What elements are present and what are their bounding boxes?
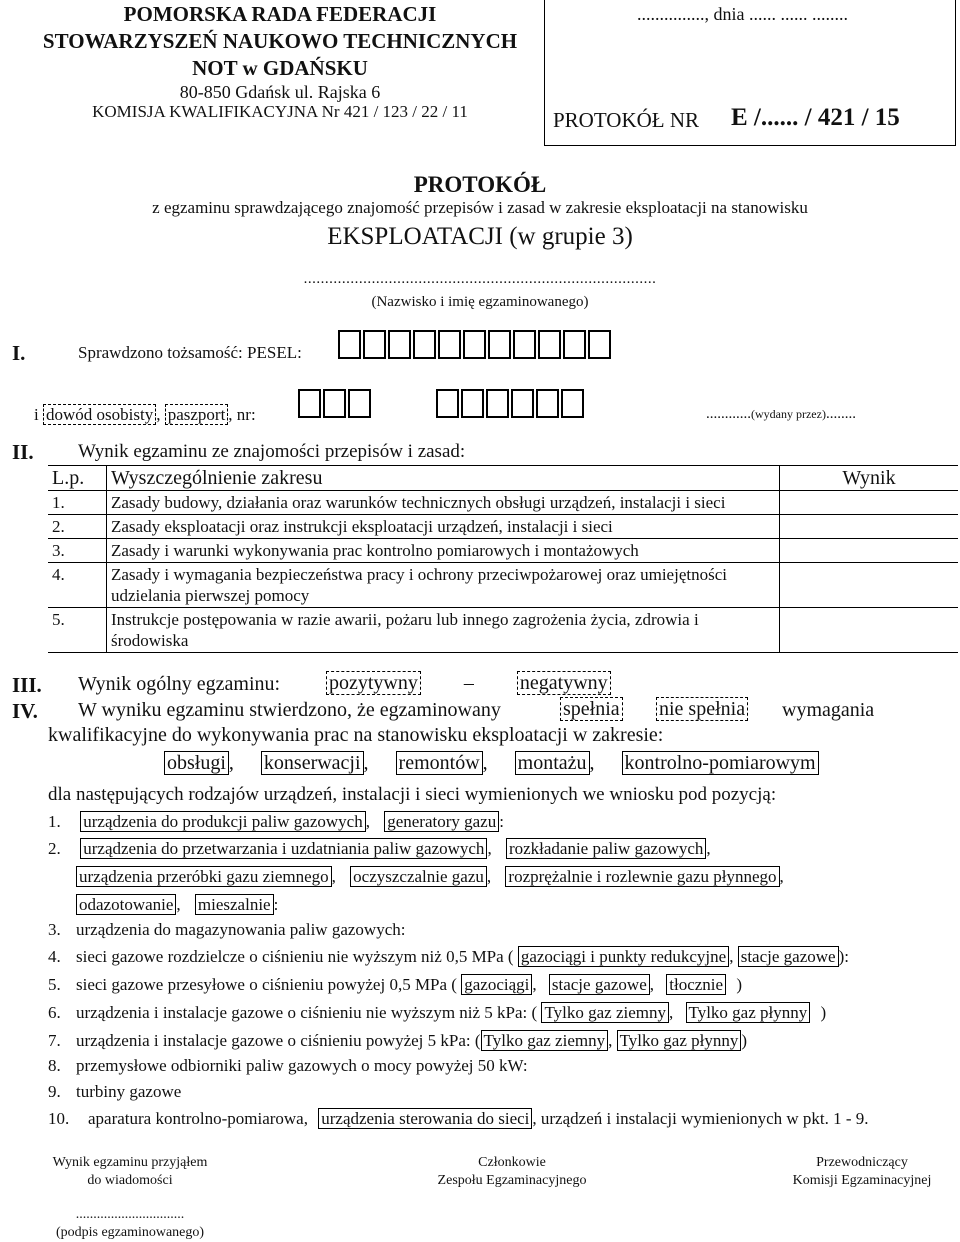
examinee-signature-line[interactable] — [10, 1206, 250, 1242]
list-item-7: 7. urządzenia i instalacje gazowe o ciśnieniu powyżej 5 kPa: ( Tylko gaz ziemny , Tylko gaz płynny ) — [48, 1031, 748, 1050]
item-text: urządzenia do magazynowania paliw gazowych: — [76, 920, 406, 939]
list-item-1: 1. urządzenia do produkcji paliw gazowych , generatory gazu : — [48, 812, 504, 831]
negative-option[interactable]: negatywny — [517, 671, 611, 695]
option-transmission-pipelines[interactable]: gazociągi — [461, 974, 532, 995]
document-number-boxes[interactable] — [436, 389, 586, 418]
signature-label: Zespołu Egzaminacyjnego — [437, 1173, 587, 1188]
date-line: ..............., dnia ...... ...... ........ — [637, 4, 848, 24]
result-cell[interactable] — [780, 563, 959, 608]
list-item-6: 6. urządzenia i instalacje gazowe o ciśnieniu nie wyższym niż 5 kPa: ( Tylko gaz ziemny , Tylko gaz płynny ) — [48, 1003, 827, 1022]
signature-label: Przewodniczący — [816, 1155, 908, 1170]
list-item-5: 5. sieci gazowe przesyłowe o ciśnieniu powyżej 0,5 MPa ( gazociągi , stacje gazowe , tłocznie ) — [48, 975, 742, 994]
table-row — [48, 563, 958, 608]
result-cell[interactable] — [780, 539, 959, 563]
section-2-number: II. — [12, 440, 34, 464]
issued-by-field[interactable] — [706, 406, 856, 423]
org-name-line3: NOT w GDAŃSKU — [192, 56, 368, 80]
pesel-digit-box[interactable] — [338, 330, 361, 359]
option-transmission-stations[interactable]: stacje gazowe — [549, 974, 650, 995]
org-address: 80-850 Gdańsk ul. Rajska 6 — [179, 82, 381, 102]
not-meets-option[interactable]: nie spełnia — [656, 697, 748, 721]
option-natural-gas-only-high[interactable]: Tylko gaz ziemny — [481, 1030, 609, 1051]
item-text: sieci gazowe rozdzielcze o ciśnieniu nie wyższym niż 0,5 MPa ( — [76, 947, 514, 966]
item-number: 10. — [48, 1109, 70, 1128]
signature-label: Członkowie — [478, 1155, 546, 1170]
identity-label: Sprawdzono tożsamość: PESEL: — [78, 343, 302, 362]
document-number-box[interactable] — [436, 389, 459, 418]
document-series-box[interactable] — [323, 389, 346, 418]
option-lpg-only-low[interactable]: Tylko gaz płynny — [686, 1002, 811, 1023]
option-pipelines-reduction[interactable]: gazociągi i punkty redukcyjne — [518, 946, 729, 967]
list-item-8 — [48, 1056, 528, 1076]
pesel-digit-box[interactable] — [513, 330, 536, 359]
list-item-9 — [48, 1082, 181, 1102]
pesel-digit-box[interactable] — [463, 330, 486, 359]
meets-option-wrap — [560, 697, 623, 721]
passport-option[interactable]: paszport — [165, 404, 229, 425]
document-number-box[interactable] — [461, 389, 484, 418]
protocol-number-box — [544, 0, 956, 146]
result-cell[interactable] — [780, 515, 959, 539]
id-card-option[interactable]: dowód osobisty — [43, 404, 156, 425]
item-number: 9. — [48, 1082, 61, 1101]
option-gas-production[interactable]: urządzenia do produkcji paliw gazowych — [80, 811, 365, 832]
option-gas-purification[interactable]: oczyszczalnie gazu — [350, 866, 487, 887]
meets-option[interactable]: spełnia — [560, 697, 623, 721]
pesel-digit-box[interactable] — [363, 330, 386, 359]
list-item-10 — [48, 1108, 869, 1129]
name-caption: (Nazwisko i imię egzaminowanego) — [371, 294, 589, 310]
section-1-number: I. — [12, 341, 26, 365]
pesel-digit-box[interactable] — [563, 330, 586, 359]
table-header-row — [48, 466, 958, 491]
dash-separator: – — [463, 672, 474, 694]
pesel-digit-box[interactable] — [388, 330, 411, 359]
issued-dots: ............ — [706, 406, 751, 422]
scope-option-maintenance[interactable]: konserwacji — [261, 751, 364, 775]
overall-result-label: Wynik ogólny egzaminu: — [78, 673, 281, 695]
number-label: , nr: — [228, 405, 256, 424]
scope-option-repairs[interactable]: remontów — [396, 751, 483, 775]
document-type-line — [34, 404, 256, 425]
option-compressor-stations[interactable]: tłocznie — [666, 974, 726, 995]
item-end: , urządzeń i instalacji wymienionych w pkt. 1 - 9. — [532, 1109, 869, 1128]
pesel-digit-box[interactable] — [538, 330, 561, 359]
issued-dots: ........ — [825, 406, 856, 422]
row-scope: Instrukcje postępowania w razie awarii, pożaru lub innego zagrożenia życia, zdrowia i środowiska — [107, 608, 780, 653]
item-number: 3. — [48, 920, 61, 939]
document-number-box[interactable] — [511, 389, 534, 418]
option-network-control[interactable]: urządzenia sterowania do sieci — [318, 1108, 532, 1129]
item-number: 1. — [48, 812, 61, 831]
pesel-digit-box[interactable] — [413, 330, 436, 359]
signature-label: Komisji Egzaminacyjnej — [792, 1173, 932, 1188]
table-row — [48, 515, 958, 539]
item-number: 6. — [48, 1003, 61, 1022]
column-header-scope: Wyszczególnienie zakresu — [107, 466, 780, 491]
pesel-digit-box[interactable] — [588, 330, 611, 359]
not-meets-option-wrap — [656, 697, 748, 721]
position-title: EKSPLOATACJI (w grupie 3) — [327, 223, 633, 250]
pesel-digit-box[interactable] — [488, 330, 511, 359]
item-end: ) — [736, 975, 742, 994]
row-number: 5. — [48, 608, 107, 653]
document-title: PROTOKÓŁ — [413, 172, 547, 197]
scope-option-operation[interactable]: obsługi — [164, 751, 229, 775]
document-number-box[interactable] — [536, 389, 559, 418]
item-end: ) — [820, 1003, 827, 1022]
signature-chairman — [742, 1154, 960, 1190]
item-end: ): — [838, 947, 849, 966]
requirements-word: wymagania — [782, 699, 875, 721]
option-denitrification[interactable]: odazotowanie — [76, 894, 176, 915]
issued-by-caption: (wydany przez) — [751, 407, 826, 421]
document-series-box[interactable] — [348, 389, 371, 418]
list-item-2-continued: urządzenia przeróbki gazu ziemnego , oczyszczalnie gazu , rozprężalnie i rozlewnie gazu płynnego , — [76, 866, 784, 887]
list-item-3 — [48, 920, 405, 940]
pesel-boxes[interactable] — [338, 330, 613, 359]
document-series-boxes[interactable] — [298, 389, 373, 418]
name-dots: ................................................................................... — [303, 271, 657, 287]
device-types-text: dla następujących rodzajów urządzeń, instalacji i sieci wymienionych we wniosku pod pozycją: — [48, 784, 777, 805]
results-table — [48, 465, 958, 653]
row-number: 2. — [48, 515, 107, 539]
item-text: urządzenia i instalacje gazowe o ciśnieniu powyżej 5 kPa: ( — [76, 1031, 481, 1050]
item-number: 8. — [48, 1056, 61, 1075]
table-row — [48, 608, 958, 653]
protocol-number-label: PROTOKÓŁ NR — [553, 108, 700, 132]
item-number: 7. — [48, 1031, 61, 1050]
row-scope: Zasady i wymagania bezpieczeństwa pracy i ochrony przeciwpożarowej oraz umiejętności udzielania pierwszej pomocy — [107, 563, 780, 608]
document-number-box[interactable] — [561, 389, 584, 418]
table-row — [48, 491, 958, 515]
section-4-number: IV. — [12, 699, 38, 723]
item-text: urządzenia i instalacje gazowe o ciśnieniu nie wyższym niż 5 kPa: ( — [76, 1003, 538, 1022]
finding-text: W wyniku egzaminu stwierdzono, że egzaminowany — [78, 699, 501, 721]
section-3-number: III. — [12, 673, 42, 697]
row-number: 3. — [48, 539, 107, 563]
option-mixing-plants[interactable]: mieszalnie — [195, 894, 274, 915]
signature-caption: (podpis egzaminowanego) — [55, 1225, 205, 1240]
commission-number: KOMISJA KWALIFIKACYJNA Nr 421 / 123 / 22 / 11 — [92, 102, 468, 121]
option-natural-gas-only-low[interactable]: Tylko gaz ziemny — [541, 1002, 669, 1023]
document-number-box[interactable] — [486, 389, 509, 418]
item-text: sieci gazowe przesyłowe o ciśnieniu powyżej 0,5 MPa ( — [76, 975, 457, 994]
positive-option[interactable]: pozytywny — [326, 671, 421, 695]
org-name-line1: POMORSKA RADA FEDERACJI — [123, 2, 437, 26]
list-item-4: 4. sieci gazowe rozdzielcze o ciśnieniu nie wyższym niż 0,5 MPa ( gazociągi i punkty redukcyjne , stacje gazowe ): — [48, 947, 849, 966]
row-scope: Zasady budowy, działania oraz warunków technicznych obsługi urządzeń, instalacji i sieci — [107, 491, 780, 515]
list-item-2-continued: odazotowanie , mieszalnie : — [76, 894, 278, 915]
scope-option-measurement[interactable]: kontrolno-pomiarowym — [622, 751, 819, 775]
item-end: ) — [741, 1031, 748, 1050]
option-lpg-expansion[interactable]: rozprężalnie i rozlewnie gazu płynnego — [505, 866, 779, 887]
item-number: 5. — [48, 975, 61, 994]
scope-options: obsługi , konserwacji , remontów , montażu , kontrolno-pomiarowym — [164, 751, 819, 775]
table-row — [48, 539, 958, 563]
scope-option-assembly[interactable]: montażu — [515, 751, 590, 775]
option-gas-decomposition[interactable]: rozkładanie paliw gazowych — [506, 838, 706, 859]
signature-examinee — [10, 1154, 250, 1190]
item-text: aparatura kontrolno-pomiarowa, — [88, 1109, 308, 1128]
column-header-lp: L.p. — [48, 466, 107, 491]
column-header-result: Wynik — [780, 466, 959, 491]
id-prefix: i — [34, 405, 39, 424]
option-gas-stations[interactable]: stacje gazowe — [738, 946, 839, 967]
signature-label: Wynik egzaminu przyjąłem — [52, 1155, 208, 1170]
option-natural-gas-processing[interactable]: urządzenia przeróbki gazu ziemnego — [76, 866, 332, 887]
signature-members — [392, 1154, 632, 1190]
row-number: 1. — [48, 491, 107, 515]
org-name-line2: STOWARZYSZEŃ NAUKOWO TECHNICZNYCH — [42, 29, 518, 53]
signature-label: do wiadomości — [87, 1173, 173, 1188]
section-2-label: Wynik egzaminu ze znajomości przepisów i zasad: — [78, 441, 466, 462]
item-text: przemysłowe odbiorniki paliw gazowych o mocy powyżej 50 kW: — [76, 1056, 528, 1075]
qualification-text: kwalifikacyjne do wykonywania prac na stanowisku eksploatacji w zakresie: — [48, 724, 664, 746]
option-gas-processing[interactable]: urządzenia do przetwarzania i uzdatniania paliw gazowych — [80, 838, 487, 859]
option-lpg-only-high[interactable]: Tylko gaz płynny — [617, 1030, 742, 1051]
document-series-box[interactable] — [298, 389, 321, 418]
comma: , — [156, 405, 161, 424]
item-text: turbiny gazowe — [76, 1082, 182, 1101]
result-cell[interactable] — [780, 608, 959, 653]
protocol-number-value: E /...... / 421 / 15 — [731, 104, 900, 131]
item-number: 2. — [48, 839, 61, 858]
option-gas-generators[interactable]: generatory gazu — [384, 811, 499, 832]
row-number: 4. — [48, 563, 107, 608]
row-scope: Zasady eksploatacji oraz instrukcji eksploatacji urządzeń, instalacji i sieci — [107, 515, 780, 539]
document-subtitle: z egzaminu sprawdzającego znajomość przepisów i zasad w zakresie eksploatacji na stanowisku — [152, 198, 808, 217]
signature-dots: ............................... — [75, 1207, 185, 1222]
overall-result-options — [326, 671, 611, 695]
row-scope: Zasady i warunki wykonywania prac kontrolno pomiarowych i montażowych — [107, 539, 780, 563]
list-item-2: 2. urządzenia do przetwarzania i uzdatniania paliw gazowych , rozkładanie paliw gazowych , — [48, 839, 711, 858]
result-cell[interactable] — [780, 491, 959, 515]
item-number: 4. — [48, 947, 61, 966]
pesel-digit-box[interactable] — [438, 330, 461, 359]
